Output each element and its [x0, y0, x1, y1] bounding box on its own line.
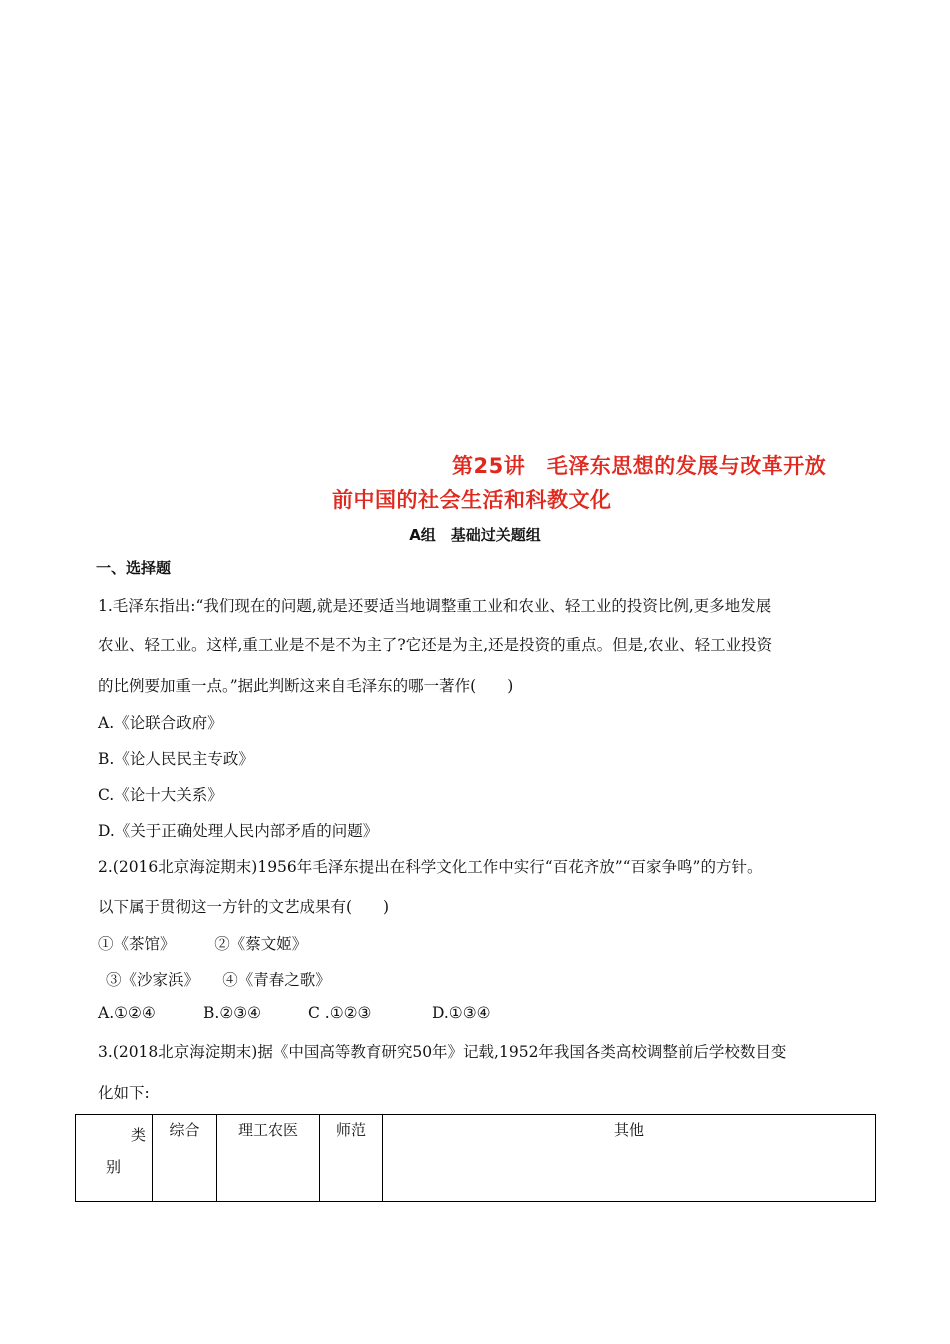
- header-science-engineering: 理工农医: [217, 1115, 320, 1202]
- q3-stem-line2: 化如下:: [98, 1084, 150, 1102]
- header-category-part1: 类: [130, 1126, 146, 1144]
- header-category-part2: 别: [106, 1158, 122, 1176]
- q3-stem-line1: 3.(2018北京海淀期末)据《中国高等教育研究50年》记载,1952年我国各类高校调整前后学校数目变: [98, 1043, 787, 1061]
- q2-items-row1: ①《茶馆》 ②《蔡文姬》: [98, 935, 308, 953]
- table-header-row: [76, 1115, 876, 1202]
- header-category: [76, 1115, 153, 1202]
- q2-stem-line1: 2.(2016北京海淀期末)1956年毛泽东提出在科学文化工作中实行“百花齐放”“百家争鸣”的方针。: [98, 858, 763, 876]
- q1-option-c: C.《论十大关系》: [98, 786, 223, 804]
- school-count-table: [75, 1114, 876, 1202]
- header-other: 其他: [383, 1115, 876, 1202]
- group-heading: A组 基础过关题组: [409, 526, 541, 544]
- q2-stem-line2: 以下属于贯彻这一方针的文艺成果有( ): [98, 898, 390, 916]
- q1-stem-line1: 1.毛泽东指出:“我们现在的问题,就是还要适当地调整重工业和农业、轻工业的投资比例,更多地发展: [98, 597, 772, 615]
- q2-option-b: B.②③④: [203, 1004, 262, 1022]
- section-heading: 一、选择题: [96, 559, 172, 577]
- q2-option-c: C .①②③: [308, 1004, 372, 1022]
- q1-option-d: D.《关于正确处理人民内部矛盾的问题》: [98, 822, 379, 840]
- q1-option-b: B.《论人民民主专政》: [98, 750, 254, 768]
- q1-stem-line3: 的比例要加重一点。”据此判断这来自毛泽东的哪一著作( ): [98, 677, 514, 695]
- q1-stem-line2: 农业、轻工业。这样,重工业是不是不为主了?它还是为主,还是投资的重点。但是,农业、轻工业投资: [98, 636, 773, 654]
- lecture-title-line2: 前中国的社会生活和科教文化: [332, 488, 612, 512]
- header-comprehensive: 综合: [153, 1115, 217, 1202]
- lecture-title-line1: 第25讲 毛泽东思想的发展与改革开放: [452, 454, 827, 478]
- q2-option-d: D.①③④: [432, 1004, 491, 1022]
- q2-items-row2: ③《沙家浜》 ④《青春之歌》: [106, 971, 331, 989]
- header-normal: 师范: [320, 1115, 383, 1202]
- q1-option-a: A.《论联合政府》: [98, 714, 223, 732]
- q2-option-a: A.①②④: [98, 1004, 156, 1022]
